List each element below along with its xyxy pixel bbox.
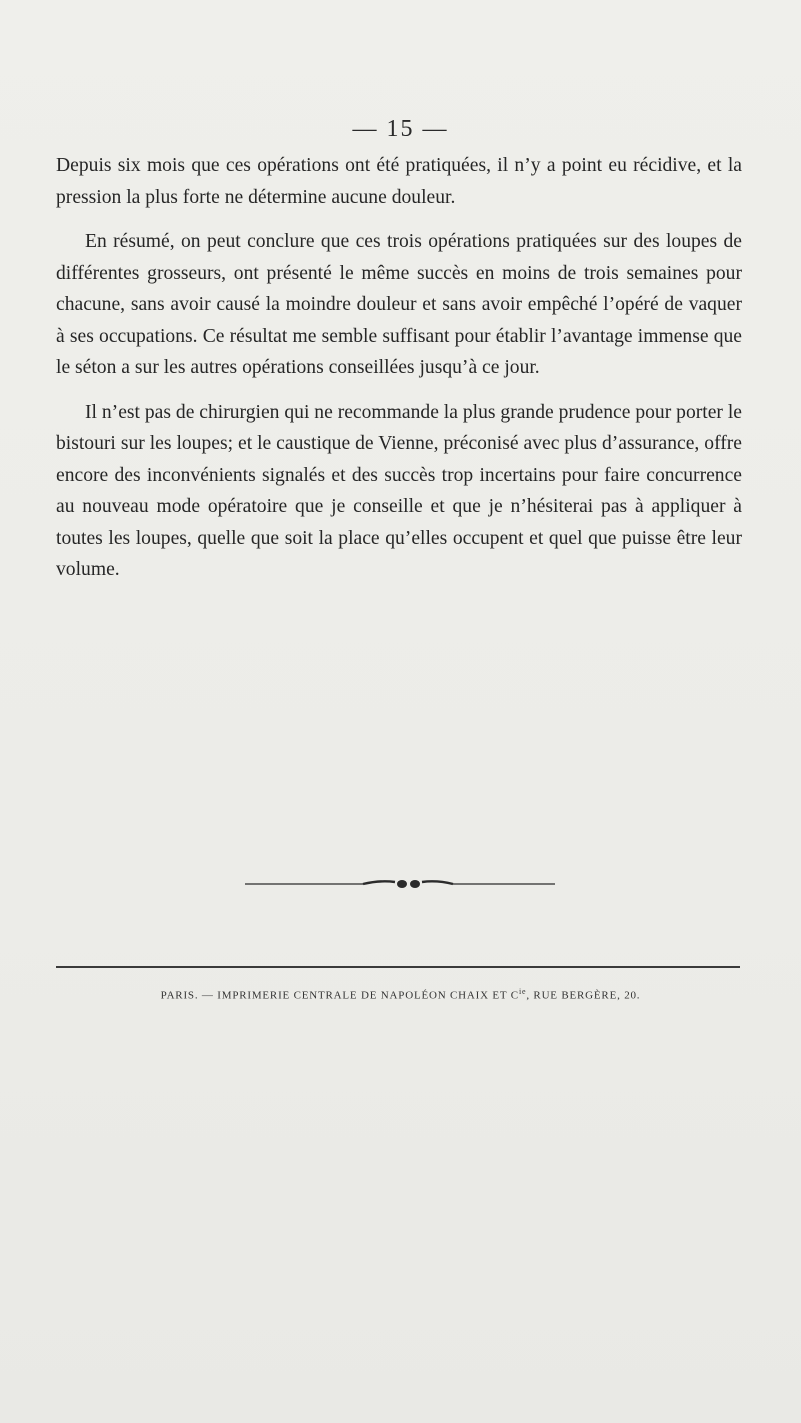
paragraph-1: Depuis six mois que ces opérations ont été pratiquées, il n’y a point eu récidive, et la pression la plus forte ne détermine aucune douleur. [56, 155, 742, 208]
page-number: — 15 — [352, 116, 449, 142]
footer-rule [56, 966, 740, 968]
paragraph-2: En résumé, on peut conclure que ces trois opérations pratiquées sur des loupes de différentes grosseurs, ont présenté le même succès en moins de trois semaines pour chacune, sans avoir causé la moindre douleur et sans avoir empêché l’opéré de vaquer à ses occupations. Ce résultat me semble suffisant pour établir l’avantage immense que le séton a sur les autres opérations conseillées jusqu’à ce jour. [56, 231, 742, 378]
decorative-ornament-rule [245, 877, 555, 891]
imprint-text: PARIS. — IMPRIMERIE CENTRALE DE NAPOLÉON CHAIX ET C [160, 989, 519, 1002]
imprint-superscript: ie [518, 987, 527, 996]
body-text [56, 150, 742, 586]
imprint-address: , RUE BERGÈRE, 20. [526, 989, 641, 1002]
paragraph-3: Il n’est pas de chirurgien qui ne recommande la plus grande prudence pour porter le bistouri sur les loupes; et le caustique de Vienne, préconisé avec plus d’assurance, offre encore des inconvénients signalés et des succès trop incertains pour faire concurrence au nouveau mode opératoire que je conseille et que je n’hésiterai pas à appliquer à toutes les loupes, quelle que soit la place qu’elles occupent et quel que puisse être leur volume. [56, 401, 742, 580]
printer-imprint [0, 987, 801, 1002]
